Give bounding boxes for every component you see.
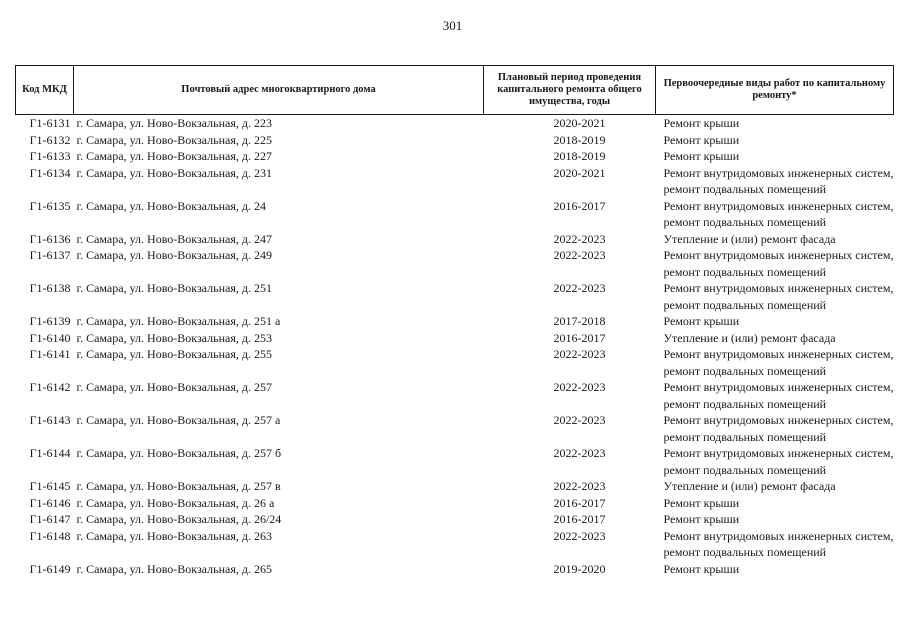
cell-period: 2022-2023: [553, 248, 606, 262]
buildings-table: [15, 65, 894, 577]
cell-code: Г1-6141: [29, 347, 71, 361]
works-line: Ремонт внутридомовых инженерных систем,: [663, 528, 894, 543]
table-body: [16, 115, 894, 578]
table-row: [16, 280, 894, 313]
table-row: [16, 379, 894, 412]
works-line: ремонт подвальных помещений: [663, 297, 827, 312]
table-row: [16, 346, 894, 379]
header-period: Плановый период проведения капитального ремонта общего имущества, годы: [484, 66, 656, 115]
cell-period: 2018-2019: [553, 132, 606, 147]
cell-code: Г1-6131: [29, 116, 71, 130]
cell-period: 2022-2023: [553, 479, 606, 493]
works-line: ремонт подвальных помещений: [663, 462, 827, 477]
cell-period: 2017-2018: [553, 314, 606, 328]
cell-period: 2016-2017: [553, 330, 606, 345]
cell-period: 2020-2021: [553, 165, 606, 180]
cell-period: 2018-2019: [553, 149, 606, 163]
cell-period: 2022-2023: [553, 347, 606, 361]
cell-works: [656, 330, 894, 347]
cell-works: [656, 346, 894, 379]
header-code: Код МКД: [16, 66, 74, 115]
cell-period: 2016-2017: [553, 495, 606, 510]
cell-address: г. Самара, ул. Ново-Вокзальная, д. 251 а: [76, 314, 281, 328]
cell-period: 2019-2020: [553, 561, 606, 576]
table-row: [16, 231, 894, 248]
cell-code: Г1-6144: [29, 446, 71, 460]
works-line: Ремонт внутридомовых инженерных систем,: [663, 446, 894, 460]
works-line: Ремонт крыши: [663, 561, 740, 576]
works-line: ремонт подвальных помещений: [663, 215, 827, 229]
cell-works: [656, 478, 894, 495]
cell-works: [656, 132, 894, 149]
cell-period: 2022-2023: [553, 380, 606, 394]
cell-works: [656, 528, 894, 561]
cell-code: Г1-6146: [29, 495, 71, 510]
cell-code: Г1-6139: [29, 314, 71, 328]
cell-code: Г1-6143: [29, 413, 71, 427]
cell-address: г. Самара, ул. Ново-Вокзальная, д. 249: [76, 248, 272, 262]
cell-address: г. Самара, ул. Ново-Вокзальная, д. 257 в: [76, 479, 281, 493]
works-line: ремонт подвальных помещений: [663, 363, 827, 378]
works-line: Ремонт крыши: [663, 132, 740, 147]
header-address: Почтовый адрес многоквартирного дома: [74, 66, 484, 115]
cell-code: Г1-6137: [29, 248, 71, 262]
cell-period: 2020-2021: [553, 116, 606, 130]
cell-code: Г1-6142: [29, 380, 71, 394]
cell-works: [656, 198, 894, 231]
cell-works: [656, 247, 894, 280]
cell-address: г. Самара, ул. Ново-Вокзальная, д. 255: [76, 347, 272, 361]
works-line: Ремонт внутридомовых инженерных систем,: [663, 165, 894, 180]
cell-works: [656, 412, 894, 445]
table-row: [16, 511, 894, 528]
cell-address: г. Самара, ул. Ново-Вокзальная, д. 257 б: [76, 446, 282, 460]
cell-code: Г1-6149: [29, 561, 71, 576]
works-line: Ремонт внутридомовых инженерных систем,: [663, 380, 894, 394]
works-line: ремонт подвальных помещений: [663, 429, 827, 444]
cell-works: [656, 115, 894, 132]
cell-address: г. Самара, ул. Ново-Вокзальная, д. 26 а: [76, 495, 275, 510]
table-row: [16, 528, 894, 561]
table-row: [16, 561, 894, 578]
works-line: ремонт подвальных помещений: [663, 264, 827, 279]
cell-period: 2022-2023: [553, 528, 606, 543]
cell-works: [656, 511, 894, 528]
cell-period: 2022-2023: [553, 413, 606, 427]
cell-address: г. Самара, ул. Ново-Вокзальная, д. 227: [76, 149, 272, 163]
cell-address: г. Самара, ул. Ново-Вокзальная, д. 251: [76, 281, 272, 295]
cell-code: Г1-6148: [29, 528, 71, 543]
cell-code: Г1-6136: [29, 231, 71, 246]
cell-address: г. Самара, ул. Ново-Вокзальная, д. 225: [76, 132, 272, 147]
cell-works: [656, 231, 894, 248]
page-number: 301: [442, 18, 463, 33]
table-row: [16, 313, 894, 330]
cell-works: [656, 280, 894, 313]
table-row: [16, 495, 894, 512]
cell-code: Г1-6134: [29, 165, 71, 180]
cell-works: [656, 379, 894, 412]
table-row: [16, 132, 894, 149]
cell-works: [656, 165, 894, 198]
cell-code: Г1-6135: [29, 198, 71, 213]
works-line: Ремонт внутридомовых инженерных систем,: [663, 347, 894, 361]
table-row: [16, 445, 894, 478]
works-line: Ремонт крыши: [663, 512, 740, 526]
works-line: ремонт подвальных помещений: [663, 396, 827, 411]
cell-address: г. Самара, ул. Ново-Вокзальная, д. 263: [76, 528, 272, 543]
table-row: [16, 412, 894, 445]
cell-works: [656, 148, 894, 165]
cell-works: [656, 445, 894, 478]
works-line: ремонт подвальных помещений: [663, 182, 827, 196]
table-row: [16, 115, 894, 132]
cell-period: 2022-2023: [553, 281, 606, 295]
works-line: Утепление и (или) ремонт фасада: [663, 479, 836, 493]
cell-address: г. Самара, ул. Ново-Вокзальная, д. 253: [76, 330, 272, 345]
table-row: [16, 148, 894, 165]
cell-works: [656, 313, 894, 330]
cell-period: 2016-2017: [553, 198, 606, 213]
cell-address: г. Самара, ул. Ново-Вокзальная, д. 257 а: [76, 413, 281, 427]
works-line: Ремонт внутридомовых инженерных систем,: [663, 413, 894, 427]
cell-code: Г1-6145: [29, 479, 71, 493]
cell-address: г. Самара, ул. Ново-Вокзальная, д. 223: [76, 116, 272, 130]
table-row: [16, 478, 894, 495]
table-row: [16, 165, 894, 198]
table-header-row: [16, 66, 894, 115]
cell-period: 2022-2023: [553, 446, 606, 460]
works-line: Ремонт крыши: [663, 149, 740, 163]
cell-code: Г1-6132: [29, 132, 71, 147]
cell-address: г. Самара, ул. Ново-Вокзальная, д. 247: [76, 231, 272, 246]
cell-period: 2016-2017: [553, 512, 606, 526]
cell-code: Г1-6138: [29, 281, 71, 295]
works-line: Ремонт крыши: [663, 495, 740, 510]
works-line: Ремонт внутридомовых инженерных систем,: [663, 248, 894, 262]
cell-period: 2022-2023: [553, 231, 606, 246]
works-line: Ремонт крыши: [663, 116, 740, 130]
header-works: Первоочередные виды работ по капитальному ремонту*: [656, 66, 894, 115]
works-line: Утепление и (или) ремонт фасада: [663, 330, 836, 345]
cell-code: Г1-6147: [29, 512, 71, 526]
cell-address: г. Самара, ул. Ново-Вокзальная, д. 26/24: [76, 512, 282, 526]
cell-code: Г1-6133: [29, 149, 71, 163]
works-line: Ремонт внутридомовых инженерных систем,: [663, 198, 894, 213]
table-row: [16, 330, 894, 347]
works-line: Утепление и (или) ремонт фасада: [663, 231, 836, 246]
table-row: [16, 198, 894, 231]
cell-address: г. Самара, ул. Ново-Вокзальная, д. 257: [76, 380, 272, 394]
cell-code: Г1-6140: [29, 330, 71, 345]
cell-address: г. Самара, ул. Ново-Вокзальная, д. 265: [76, 561, 272, 576]
cell-works: [656, 495, 894, 512]
table-row: [16, 247, 894, 280]
cell-works: [656, 561, 894, 578]
works-line: Ремонт крыши: [663, 314, 740, 328]
works-line: ремонт подвальных помещений: [663, 545, 827, 559]
works-line: Ремонт внутридомовых инженерных систем,: [663, 281, 894, 295]
cell-address: г. Самара, ул. Ново-Вокзальная, д. 24: [76, 198, 266, 213]
cell-address: г. Самара, ул. Ново-Вокзальная, д. 231: [76, 165, 272, 180]
